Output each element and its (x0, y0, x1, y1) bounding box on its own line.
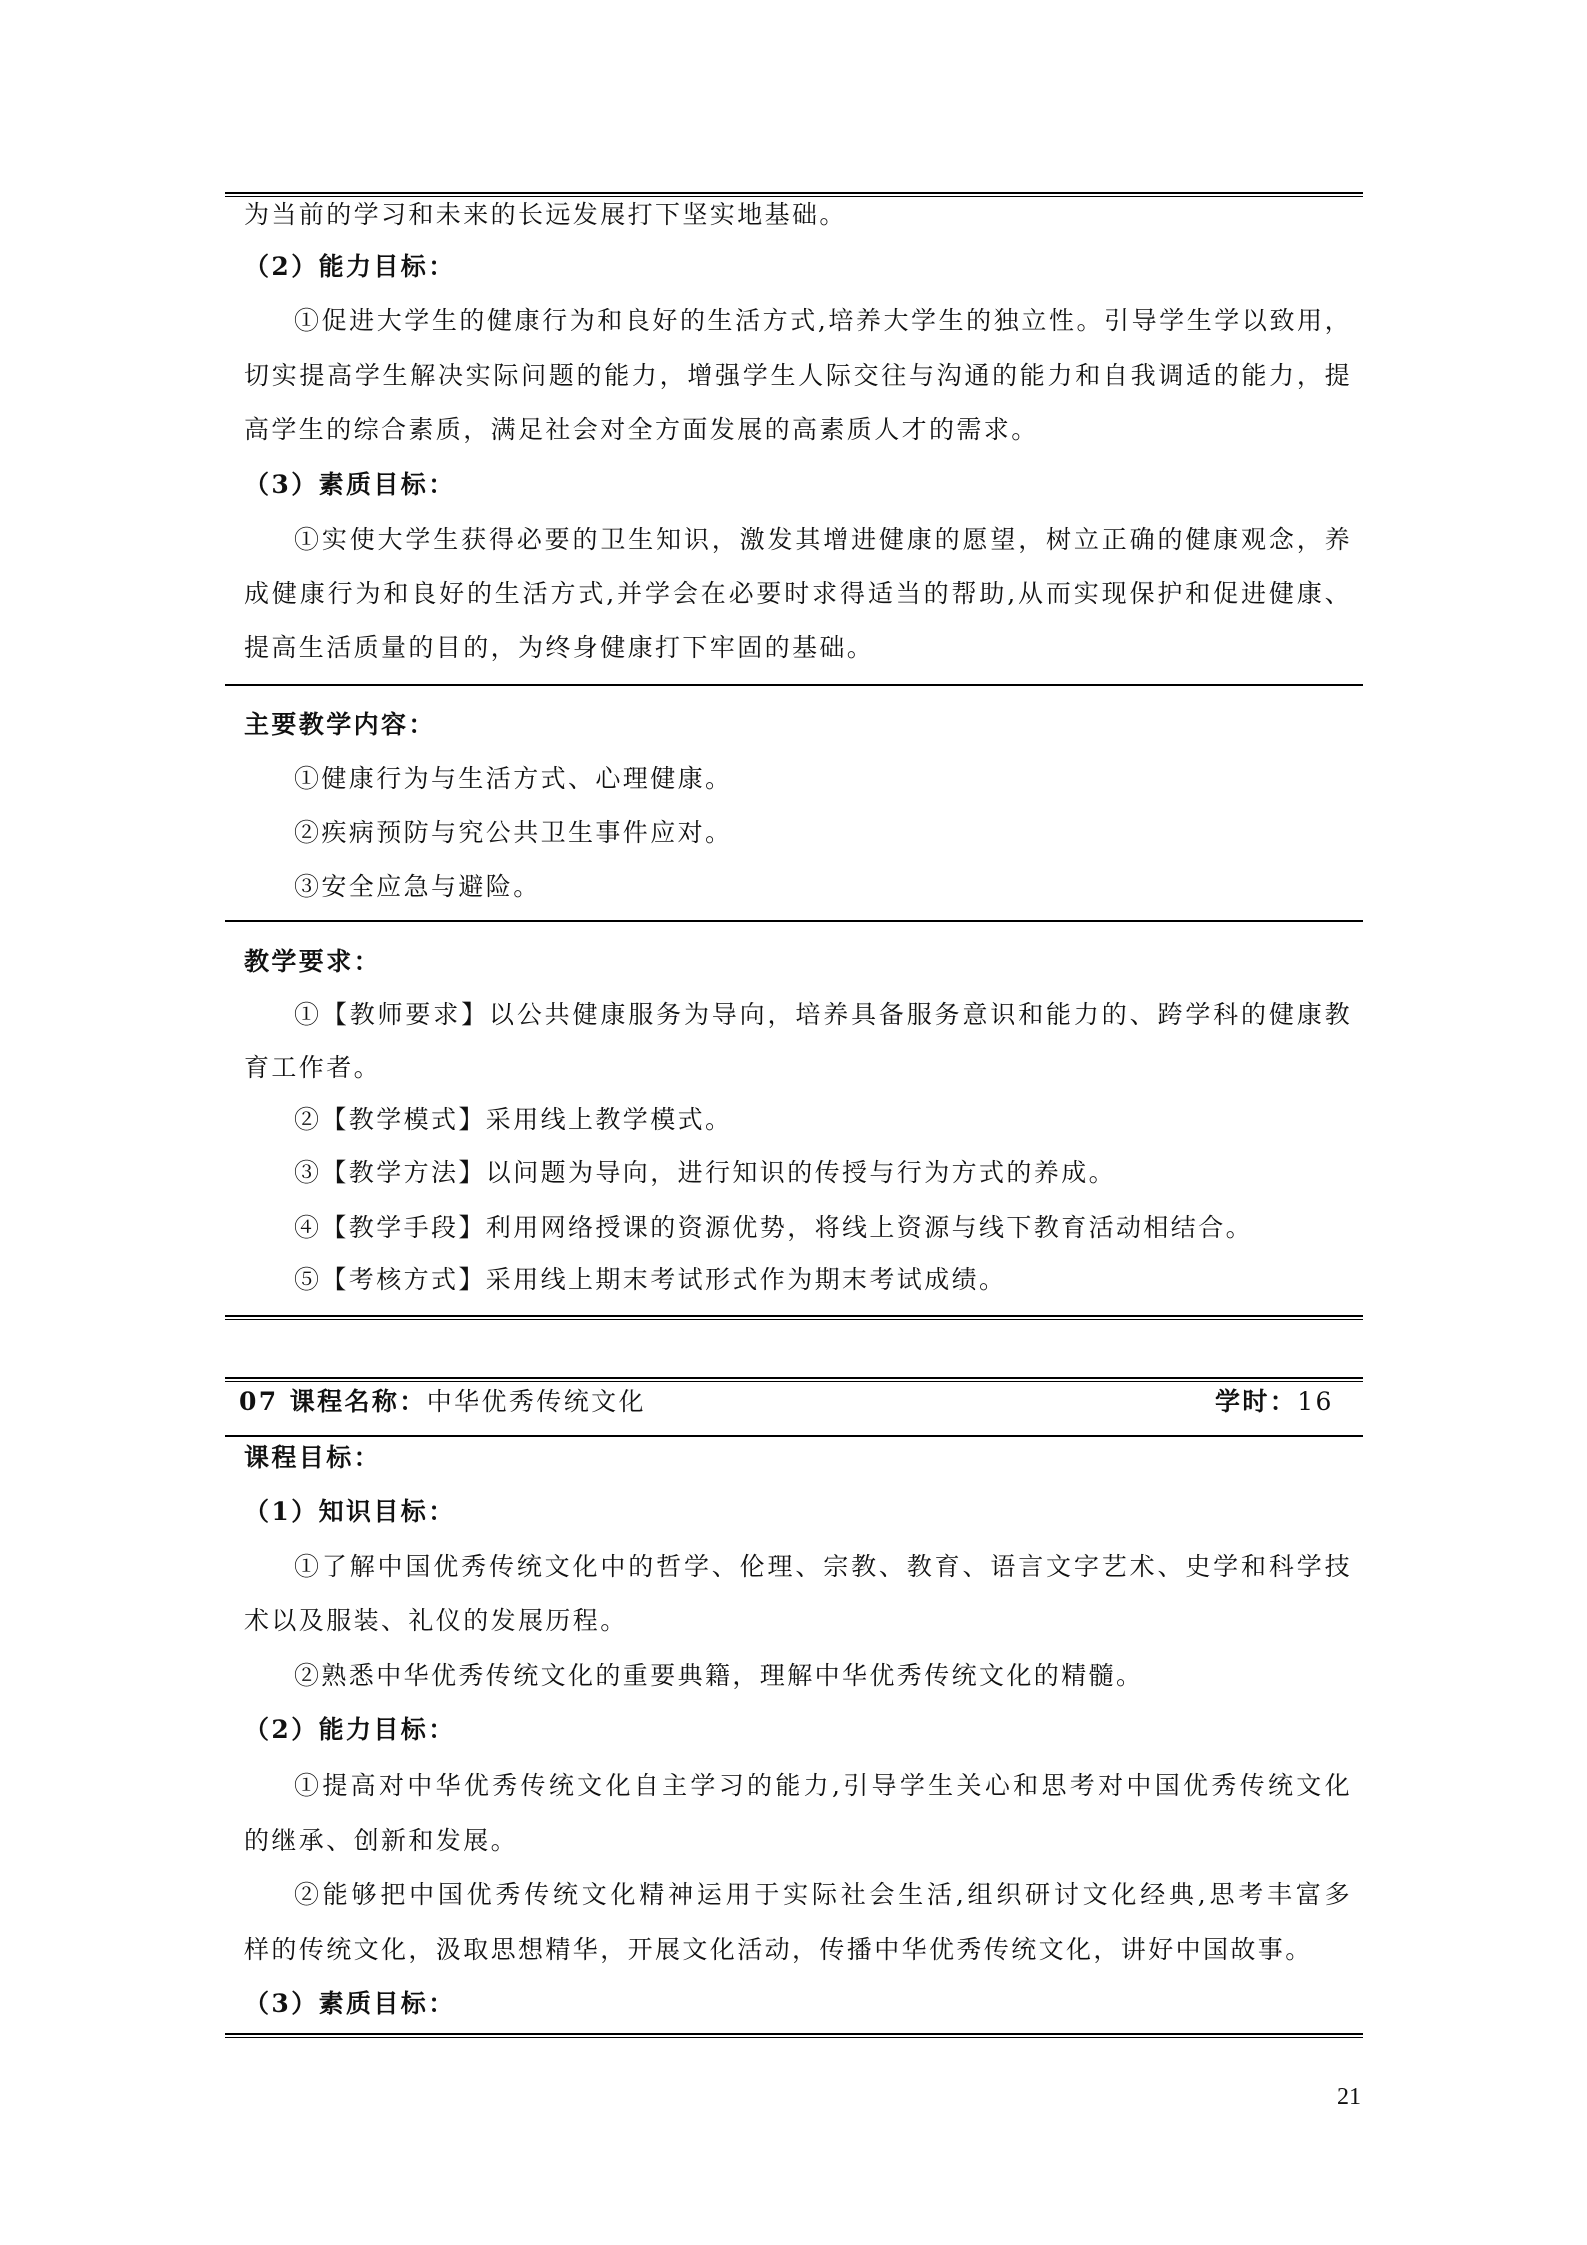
ability-objectives-heading: （2）能力目标： (244, 1715, 456, 1744)
teaching-requirements-heading: 教学要求： (244, 947, 382, 976)
teaching-content-item: ①健康行为与生活方式、心理健康。 (294, 764, 733, 793)
teaching-requirement-line: ③【教学方法】以问题为导向，进行知识的传授与行为方式的养成。 (294, 1158, 1117, 1187)
ability-objective-line: ②能够把中国优秀传统文化精神运用于实际社会生活,组织研讨文化经典,思考丰富多 (294, 1880, 1352, 1909)
knowledge-objective-line: ②熟悉中华优秀传统文化的重要典籍，理解中华优秀传统文化的精髓。 (294, 1661, 1144, 1690)
quality-objective-line: ①实使大学生获得必要的卫生知识，激发其增进健康的愿望，树立正确的健康观念，养 (294, 525, 1352, 554)
teaching-requirement-line: 育工作者。 (244, 1053, 382, 1082)
teaching-content-item: ②疾病预防与究公共卫生事件应对。 (294, 818, 733, 847)
teaching-requirement-line: ①【教师要求】以公共健康服务为导向，培养具备服务意识和能力的、跨学科的健康教 (294, 1000, 1352, 1029)
ability-objective-line: 高学生的综合素质，满足社会对全方面发展的高素质人才的需求。 (244, 415, 1039, 444)
course-objectives-heading: 课程目标： (244, 1443, 382, 1472)
table-bottom-double-rule (225, 2033, 1363, 2038)
section-divider (225, 920, 1363, 922)
knowledge-objective-line: ①了解中国优秀传统文化中的哲学、伦理、宗教、教育、语言文字艺术、史学和科学技 (294, 1552, 1352, 1581)
knowledge-objectives-heading: （1）知识目标： (244, 1497, 456, 1526)
ability-objectives-heading: （2）能力目标： (244, 252, 456, 281)
teaching-content-heading: 主要教学内容： (244, 710, 436, 739)
course-name: 中华优秀传统文化 (426, 1387, 646, 1416)
teaching-requirement-line: ⑤【考核方式】采用线上期末考试形式作为期末考试成绩。 (294, 1265, 1007, 1294)
objectives-tail-text: 为当前的学习和未来的长远发展打下坚实地基础。 (244, 200, 847, 229)
course-header-row (239, 1375, 1339, 1429)
section-divider (225, 684, 1363, 686)
ability-objective-line: 的继承、创新和发展。 (244, 1826, 519, 1855)
course-hours-label: 学时： (1215, 1387, 1298, 1416)
teaching-requirement-line: ④【教学手段】利用网络授课的资源优势，将线上资源与线下教育活动相结合。 (294, 1213, 1254, 1242)
ability-objective-line: ①提高对中华优秀传统文化自主学习的能力,引导学生关心和思考对中国优秀传统文化 (294, 1771, 1352, 1800)
course-hours-value: 16 (1297, 1387, 1334, 1416)
quality-objective-line: 成健康行为和良好的生活方式,并学会在必要时求得适当的帮助,从而实现保护和促进健康、 (244, 579, 1352, 608)
course-hours (1215, 1375, 1334, 1429)
knowledge-objective-line: 术以及服装、礼仪的发展历程。 (244, 1606, 628, 1635)
teaching-requirement-line: ②【教学模式】采用线上教学模式。 (294, 1105, 733, 1134)
ability-objective-line: ①促进大学生的健康行为和良好的生活方式,培养大学生的独立性。引导学生学以致用， (294, 306, 1352, 335)
quality-objectives-heading: （3）素质目标： (244, 470, 456, 499)
ability-objective-line: 切实提高学生解决实际问题的能力，增强学生人际交往与沟通的能力和自我调适的能力，提 (244, 361, 1352, 390)
table-bottom-double-rule (225, 1315, 1363, 1320)
section-divider (225, 1435, 1363, 1437)
teaching-content-item: ③安全应急与避险。 (294, 872, 541, 901)
ability-objective-line: 样的传统文化，汲取思想精华，开展文化活动，传播中华优秀传统文化，讲好中国故事。 (244, 1935, 1313, 1964)
quality-objective-line: 提高生活质量的目的，为终身健康打下牢固的基础。 (244, 633, 875, 662)
course-number-label: 07 课程名称： (239, 1387, 427, 1416)
page-number: 21 (1337, 2084, 1361, 2110)
quality-objectives-heading: （3）素质目标： (244, 1989, 456, 2018)
